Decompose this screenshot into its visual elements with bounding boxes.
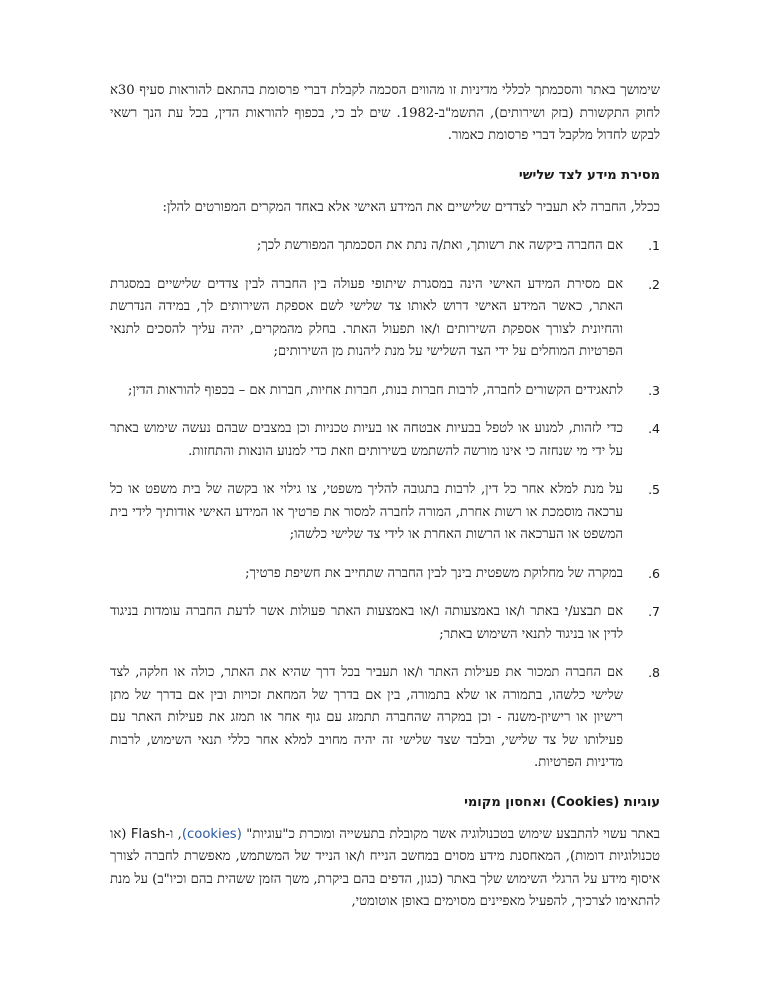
cookies-text-1: באתר עשוי להתבצע שימוש בטכנולוגיה אשר מקובלת בתעשייה ומוכרת כ"עוגיות" (241, 826, 660, 842)
list-item-text: אם מסירת המידע האישי הינה במסגרת שיתופי פעולה בין החברה לבין צדדים שלישיים במסגרת האתר, כאשר המידע האישי דרוש לאותו צד שלישי לשם אספקת השירותים לך, במידה הנדרשת והחיונית לצורך אספקת השירותים ו/או תפעול האתר. בחלק מהמקרים, יהיה עליך להסכים לתנאי הפרטיות המוחלים על ידי הצד השלישי על מנת ליהנות מן השירותים; (110, 276, 623, 359)
cookies-paragraph (110, 824, 660, 914)
list-item (110, 380, 660, 403)
list-item-number: 7. (648, 604, 660, 619)
cookies-text-3: (או טכנולוגיות דומות), המאחסנת מידע מסוים במחשב הנייח ו/או הנייד של המשתמש, מאפשרת לחברה לצורך איסוף מידע על הרגלי השימוש שלך באתר (כגון, הדפים בהם ביקרת, משך הזמן ששהית בהם וכיו"ב) על מנת להתאימו לצרכיך, להפעיל מאפיינים מסוימים באופן אוטומטי, (110, 826, 660, 909)
cookies-heading-part-2: ) ואחסון מקומי (464, 794, 557, 810)
list-item-number: 8. (648, 665, 660, 680)
list-item-text: על מנת למלא אחר כל דין, לרבות בתגובה להליך משפטי, צו גילוי או בקשה של בית משפט או כל ערכאה מוסמכת או רשות אחרת, המורה לחברה למסור את פרטיך או המידע האישי אודותיך לידי בית המשפט או הערכאה או הרשות האחרת או לידי צד שלישי כלשהו; (110, 482, 623, 542)
list-item-text: כדי לזהות, למנוע או לטפל בבעיות אבטחה או בעיות טכניות וכן במצבים שבהם נעשה שימוש באתר על ידי מי שנחזה כי אינו מורשה להשתמש בשירותים וזאת כדי למנוע הונאות והתחזות. (110, 421, 623, 459)
third-party-intro: ככלל, החברה לא תעביר לצדדים שלישיים את המידע האישי אלא באחד המקרים המפורטים להלן: (162, 199, 660, 215)
list-item-text: במקרה של מחלוקת משפטית בינך לבין החברה שתחייב את חשיפת פרטיך; (245, 565, 623, 581)
list-item-number: 3. (648, 382, 660, 398)
list-item-number: 2. (648, 276, 660, 292)
cookies-heading-latin: Cookies (556, 794, 614, 810)
list-item-number: 1. (648, 238, 660, 253)
cookies-term: (cookies) (181, 826, 242, 842)
advertising-consent-paragraph: שימושך באתר והסכמתך לכללי מדיניות זו מהווים הסכמה לקבלת דברי פרסומת בהתאם להוראות סעיף 30א לחוק התקשורת (בזק ושירותים), התשמ"ב-1982. שים לב כי, בכפוף להוראות הדין, בכל עת הנך רשאי לבקש לחדול מלקבל דברי פרסומת כאמור. (110, 83, 660, 143)
list-item (110, 274, 660, 364)
list-item-text: אם החברה תמכור את פעילות האתר ו/או תעביר בכל דרך שהיא את האתר, כולה או חלקה, לצד שלישי כלשהו, בתמורה או שלא בתמורה, בין אם בדרך של המחאת זכויות ובין אם בדרך של מתן רישיון או רישיון-משנה - וכן במקרה שהחברה תתמזג עם גוף אחר או תמזג את פעילות האתר עם פעילותו של צד שלישי, ובלבד שצד שלישי זה יהיה מחויב למלא אחר כללי תנאי השימוש, לרבות מדיניות הפרטיות. (110, 665, 623, 770)
list-item-number: 6. (648, 565, 660, 581)
cookies-text-2: , ו- (165, 826, 182, 842)
third-party-list (110, 235, 660, 775)
list-item-number: 5. (648, 482, 660, 497)
flash-term: Flash (130, 826, 166, 842)
list-item (110, 479, 660, 547)
list-item (110, 662, 660, 775)
cookies-heading-part-1: עוגיות ( (613, 794, 660, 810)
list-item-number: 4. (648, 421, 660, 436)
third-party-heading: מסירת מידע לצד שלישי (518, 167, 660, 183)
cookies-heading (110, 795, 660, 810)
list-item-text: אם החברה ביקשה את רשותך, ואת/ה נתת את הסכמתך המפורשת לכך; (256, 238, 623, 253)
list-item (110, 563, 660, 586)
list-item (110, 601, 660, 646)
list-item (110, 418, 660, 463)
list-item-text: לתאגידים הקשורים לחברה, לרבות חברות בנות, חברות אחיות, חברות אם – בכפוף להוראות הדין; (128, 382, 623, 398)
list-item-text: אם תבצע/י באתר ו/או באמצעותה ו/או באמצעות האתר פעולות אשר לדעת החברה עומדות בניגוד לדין או בניגוד לתנאי השימוש באתר; (110, 604, 623, 642)
list-item (110, 235, 660, 258)
document-content (110, 80, 660, 914)
